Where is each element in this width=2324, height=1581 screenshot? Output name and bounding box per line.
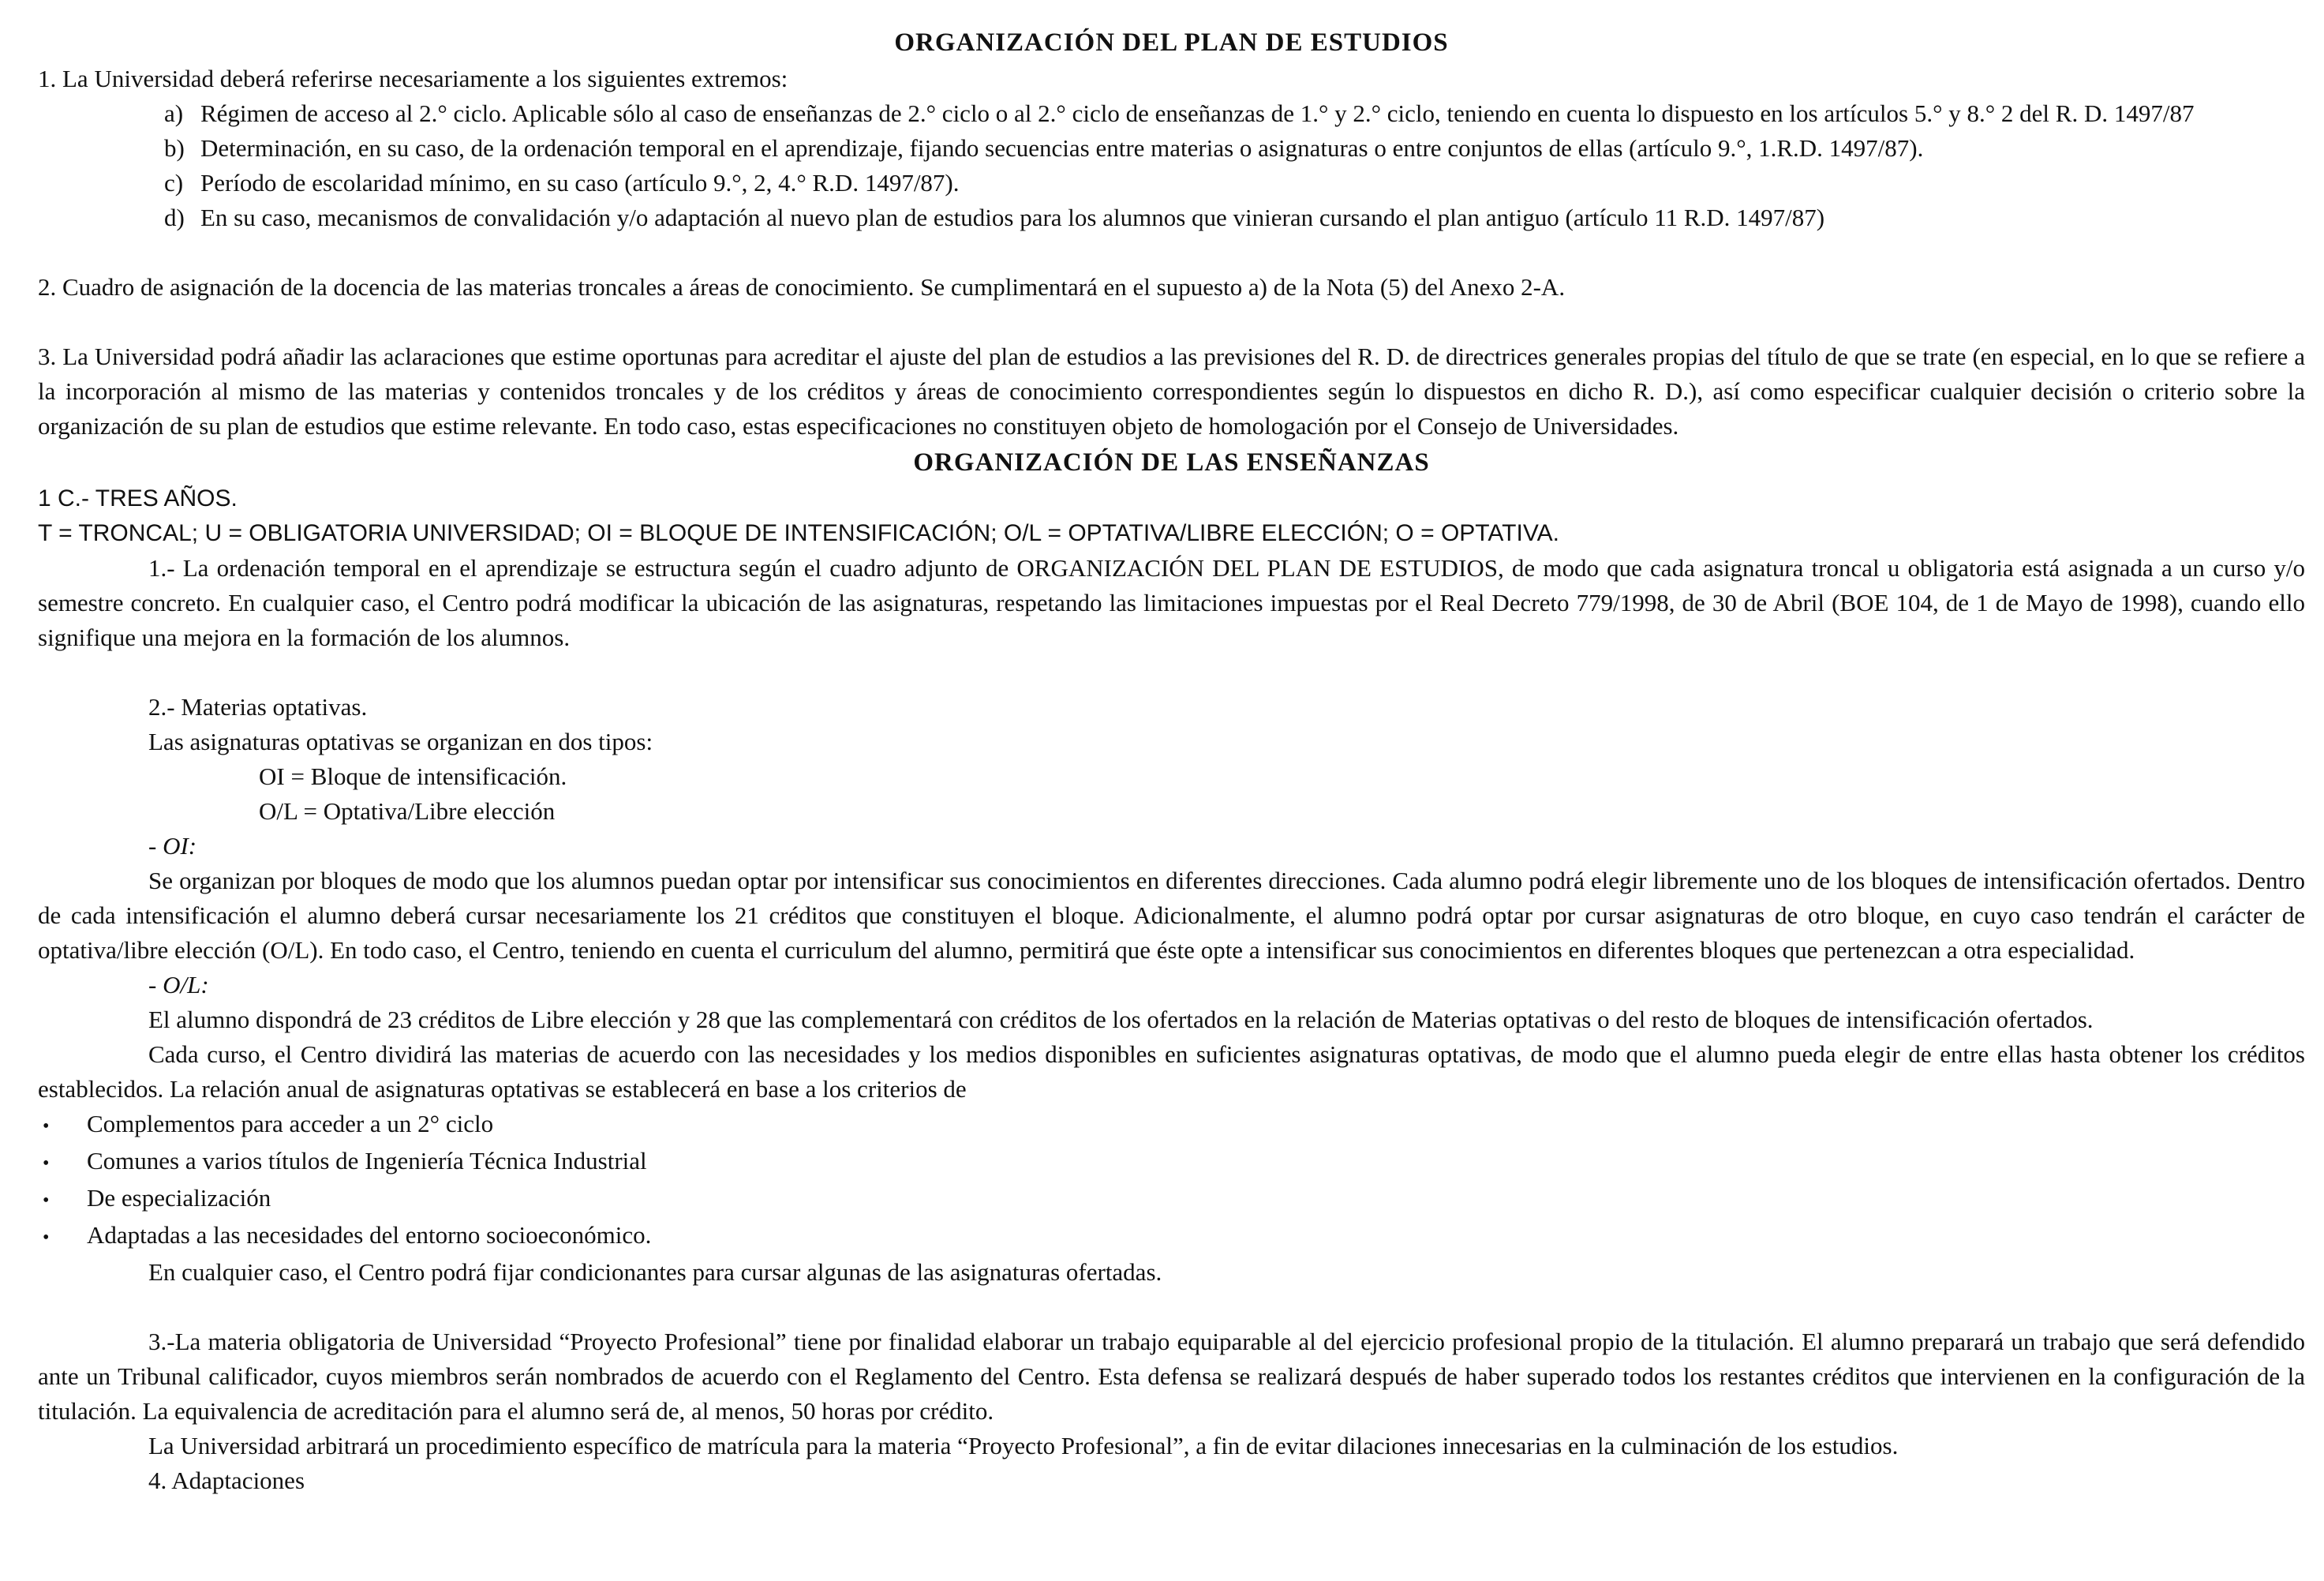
section-2: 2. Cuadro de asignación de la docencia de las materias troncales a áreas de conocimiento. Se cumplimentará en el supuesto a) de la Nota (5) del Anexo 2-A. <box>38 273 1566 301</box>
list-letter: a) <box>164 99 184 127</box>
title-organizacion-ensenanzas: ORGANIZACIÓN DE LAS ENSEÑANZAS <box>913 448 1430 477</box>
list-text: Período de escolaridad mínimo, en su caso (artículo 9.°, 2, 4.° R.D. 1497/87). <box>200 169 960 197</box>
oi-text: Se organizan por bloques de modo que los alumnos puedan optar por intensificar sus conocimientos en diferentes direcciones. Cada alumno podrá elegir libremente uno de los bloques de intensificación ofertados. Dentro de cada intensificación el alumno deberá cursar necesariamente los 21 créditos que constituyen el bloque. Adicionalmente, el alumno podrá optar por cursar asignaturas de otro bloque, en cuyo caso tendrán el carácter de optativa/libre elección (O/L). En todo caso, el Centro, teniendo en cuenta el curriculum del alumno, permitirá que éste opte a intensificar sus conocimientos en diferentes bloques que pertenezcan a otra especialidad. <box>38 867 2305 964</box>
ol-text: El alumno dispondrá de 23 créditos de Libre elección y 28 que las complementará con créditos de los ofertados en la relación de Materias optativas o del resto de bloques de intensificación ofertados. <box>148 1006 2094 1033</box>
oi-label: - OI: <box>148 832 197 860</box>
list-item-b <box>38 131 2305 166</box>
list-letter: b) <box>164 134 185 162</box>
list-item-c <box>38 166 2305 200</box>
org-line-2: T = TRONCAL; U = OBLIGATORIA UNIVERSIDAD; OI = BLOQUE DE INTENSIFICACIÓN; O/L = OPTATIVA/LIBRE ELECCIÓN; O = OPTATIVA. <box>38 520 1559 546</box>
org-paragraph-3: 3.-La materia obligatoria de Universidad “Proyecto Profesional” tiene por finalidad elaborar un trabajo equiparable al del ejercicio profesional propio de la titulación. El alumno preparará un trabajo que será defendido ante un Tribunal calificador, cuyos miembros serán nombrados de acuerdo con el Reglamento del Centro. Esta defensa se realizará después de haber superado todos los restantes créditos que intervienen en la configuración de la titulación. La equivalencia de acreditación para el alumno será de, al menos, 50 horas por crédito. <box>38 1328 2305 1425</box>
section-3: 3. La Universidad podrá añadir las aclaraciones que estime oportunas para acreditar el ajuste del plan de estudios a las previsiones del R. D. de directrices generales propias del título de que se trate (en especial, en lo que se refiere a la incorporación al mismo de las materias y contenidos troncales y de los créditos y áreas de conocimiento correspondientes según lo dispuestos en dicho R. D.), así como especificar cualquier decisión o criterio sobre la organización de su plan de estudios que estime relevante. En todo caso, estas especificaciones no constituyen objeto de homologación por el Consejo de Universidades. <box>38 343 2305 440</box>
list-item-a <box>38 96 2305 131</box>
bullet-text: Complementos para acceder a un 2° ciclo <box>87 1110 494 1137</box>
bullet-text: De especialización <box>87 1184 271 1212</box>
ol-label: - O/L: <box>148 971 209 998</box>
list-item-d <box>38 200 2305 235</box>
bullet-glyph: • <box>43 1190 50 1211</box>
section-1-intro: 1. La Universidad deberá referirse necesariamente a los siguientes extremos: <box>38 65 788 92</box>
bullet-glyph: • <box>43 1153 50 1174</box>
org-paragraph-4: 4. Adaptaciones <box>148 1467 305 1494</box>
title-organizacion-plan: ORGANIZACIÓN DEL PLAN DE ESTUDIOS <box>894 28 1449 57</box>
list-letter: c) <box>164 169 184 197</box>
curso-text: Cada curso, el Centro dividirá las materias de acuerdo con las necesidades y los medios disponibles en suficientes asignaturas optativas, de modo que el alumno pueda elegir de entre ellas hasta obtener los créditos establecidos. La relación anual de asignaturas optativas se establecerá en base a los criterios de <box>38 1040 2305 1103</box>
list-text: En su caso, mecanismos de convalidación y/o adaptación al nuevo plan de estudios para los alumnos que vinieran cursando el plan antiguo (artículo 11 R.D. 1497/87) <box>200 204 1825 231</box>
cualquier-caso: En cualquier caso, el Centro podrá fijar condicionantes para cursar algunas de las asignaturas ofertadas. <box>148 1258 1162 1286</box>
bullet-text: Comunes a varios títulos de Ingeniería Técnica Industrial <box>87 1147 647 1175</box>
list-text: Régimen de acceso al 2.° ciclo. Aplicable sólo al caso de enseñanzas de 2.° ciclo o al 2.° ciclo de enseñanzas de 1.° y 2.° ciclo, teniendo en cuenta lo dispuesto en los artículos 5.° y 8.° 2 del R. D. 1497/87 <box>200 99 2195 127</box>
list-letter: d) <box>164 204 185 231</box>
optativas-oi: OI = Bloque de intensificación. <box>259 762 567 790</box>
optativas-ol: O/L = Optativa/Libre elección <box>259 797 556 825</box>
bullet-glyph: • <box>43 1116 50 1137</box>
bullet-item <box>38 1181 2305 1218</box>
list-text: Determinación, en su caso, de la ordenación temporal en el aprendizaje, fijando secuencias entre materias o asignaturas o entre conjuntos de ellas (artículo 9.°, 1.R.D. 1497/87). <box>200 134 1924 162</box>
bullet-item <box>38 1107 2305 1144</box>
bullet-item <box>38 1218 2305 1255</box>
optativas-intro: Las asignaturas optativas se organizan en dos tipos: <box>148 728 653 755</box>
bullet-item <box>38 1144 2305 1181</box>
bullet-text: Adaptadas a las necesidades del entorno socioeconómico. <box>87 1221 652 1249</box>
optativas-title: 2.- Materias optativas. <box>148 693 368 721</box>
org-paragraph-3b: La Universidad arbitrará un procedimiento específico de matrícula para la materia “Proyecto Profesional”, a fin de evitar dilaciones innecesarias en la culminación de los estudios. <box>148 1432 1899 1459</box>
org-line-1: 1 C.- TRES AÑOS. <box>38 485 238 511</box>
org-paragraph-1: 1.- La ordenación temporal en el aprendizaje se estructura según el cuadro adjunto de ORGANIZACIÓN DEL PLAN DE ESTUDIOS, de modo que cada asignatura troncal u obligatoria está asignada a un curso y/o semestre concreto. En cualquier caso, el Centro podrá modificar la ubicación de las asignaturas, respetando las limitaciones impuestas por el Real Decreto 779/1998, de 30 de Abril (BOE 104, de 1 de Mayo de 1998), cuando ello signifique una mejora en la formación de los alumnos. <box>38 554 2305 651</box>
bullet-glyph: • <box>43 1227 50 1248</box>
